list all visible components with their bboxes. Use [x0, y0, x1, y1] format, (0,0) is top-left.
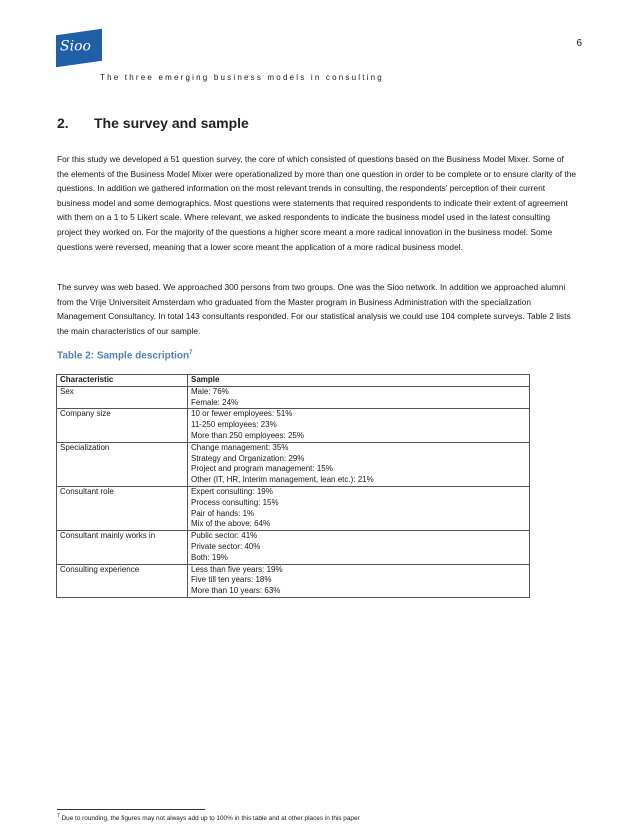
characteristic-cell: Specialization	[57, 442, 188, 486]
sample-cell	[188, 486, 530, 530]
paragraph-sample: The survey was web based. We approached 300 persons from two groups. One was the Sioo network. In addition we approached alumni from the Vrije Universiteit Amsterdam who graduated from the Master program in Business Administration with the specialization Management Consultancy. In total 143 consultants responded. For our statistical analysis we could use 104 complete surveys. Table 2 lists the main characteristics of our sample.	[57, 282, 571, 336]
characteristic-cell: Consultant mainly works in	[57, 531, 188, 564]
characteristic-cell: Consulting experience	[57, 564, 188, 597]
sample-value: Strategy and Organization: 29%	[191, 453, 305, 463]
sample-value: Mix of the above: 64%	[191, 519, 271, 529]
sample-value: 11-250 employees: 23%	[191, 420, 277, 430]
sample-cell	[188, 442, 530, 486]
table-body	[57, 386, 530, 597]
sioo-logo	[56, 29, 102, 67]
logo-text: Sioo	[60, 38, 91, 55]
sample-value: Female: 24%	[191, 397, 239, 407]
table-caption-text: Table 2: Sample description	[57, 350, 190, 362]
section-number: 2.	[57, 115, 69, 131]
table-row	[57, 531, 530, 564]
sample-value: Less than five years: 19%	[191, 564, 283, 574]
table-header-row	[57, 375, 530, 387]
sample-value: Pair of hands: 1%	[191, 508, 255, 518]
table-caption	[57, 350, 192, 361]
section-heading	[57, 115, 249, 131]
sample-value: Expert consulting: 19%	[191, 486, 273, 496]
footnote-reference: 7	[189, 350, 193, 356]
sample-value: More than 10 years: 63%	[191, 586, 281, 596]
table-row	[57, 409, 530, 442]
sample-value: Project and program management: 15%	[191, 464, 333, 474]
sample-cell	[188, 386, 530, 409]
sample-value: Change management: 35%	[191, 442, 289, 452]
paragraph-survey-design: For this study we developed a 51 question survey, the core of which consisted of questions based on the Business Model Mixer. Some of the elements of the Business Model Mixer were operationalized by more than one question in order to be complete or to ensure clarity of the questions. In addition we gathered information on the most relevant trends in consulting, the respondents’ perception of their current business model and some demographics. Most questions were statements that required respondents to indicate their extent of agreement with them on a 1 to 5 Likert scale. Where relevant, we asked respondents to indicate the business model used in the latest consulting project they worked on. For the majority of the questions a higher score meant a more radical innovation in the business model. Some questions were reversed, meaning that a lower score meant the application of a more radical business model.	[57, 154, 577, 252]
sample-value: 10 or fewer employees: 51%	[191, 409, 293, 419]
sample-cell	[188, 409, 530, 442]
characteristic-cell: Company size	[57, 409, 188, 442]
sample-value: More than 250 employees: 25%	[191, 430, 304, 440]
table-row	[57, 386, 530, 409]
footnote-divider	[57, 809, 205, 810]
table-row	[57, 564, 530, 597]
header-sample: Sample	[188, 375, 530, 387]
footnote-mark: 7	[57, 813, 60, 819]
header-characteristic: Characteristic	[57, 375, 188, 387]
sample-description-table	[56, 374, 530, 598]
table-row	[57, 442, 530, 486]
characteristic-cell: Sex	[57, 386, 188, 409]
footnote-text: Due to rounding, the figures may not always add up to 100% in this table and at other places in this paper	[61, 815, 360, 823]
running-header: The three emerging business models in consulting	[100, 73, 384, 82]
sample-value: Other (IT, HR, Interim management, lean etc.): 21%	[191, 475, 374, 485]
characteristic-cell: Consultant role	[57, 486, 188, 530]
footnote	[57, 813, 360, 822]
sample-cell	[188, 564, 530, 597]
sample-value: Process consulting: 15%	[191, 497, 279, 507]
sample-cell	[188, 531, 530, 564]
sample-value: Five till ten years: 18%	[191, 575, 272, 585]
table-row	[57, 486, 530, 530]
sample-value: Public sector: 41%	[191, 531, 258, 541]
page-number: 6	[576, 38, 582, 49]
sample-value: Both: 19%	[191, 552, 228, 562]
sample-value: Private sector: 40%	[191, 541, 261, 551]
section-title: The survey and sample	[94, 115, 249, 131]
sample-value: Male: 76%	[191, 386, 229, 396]
